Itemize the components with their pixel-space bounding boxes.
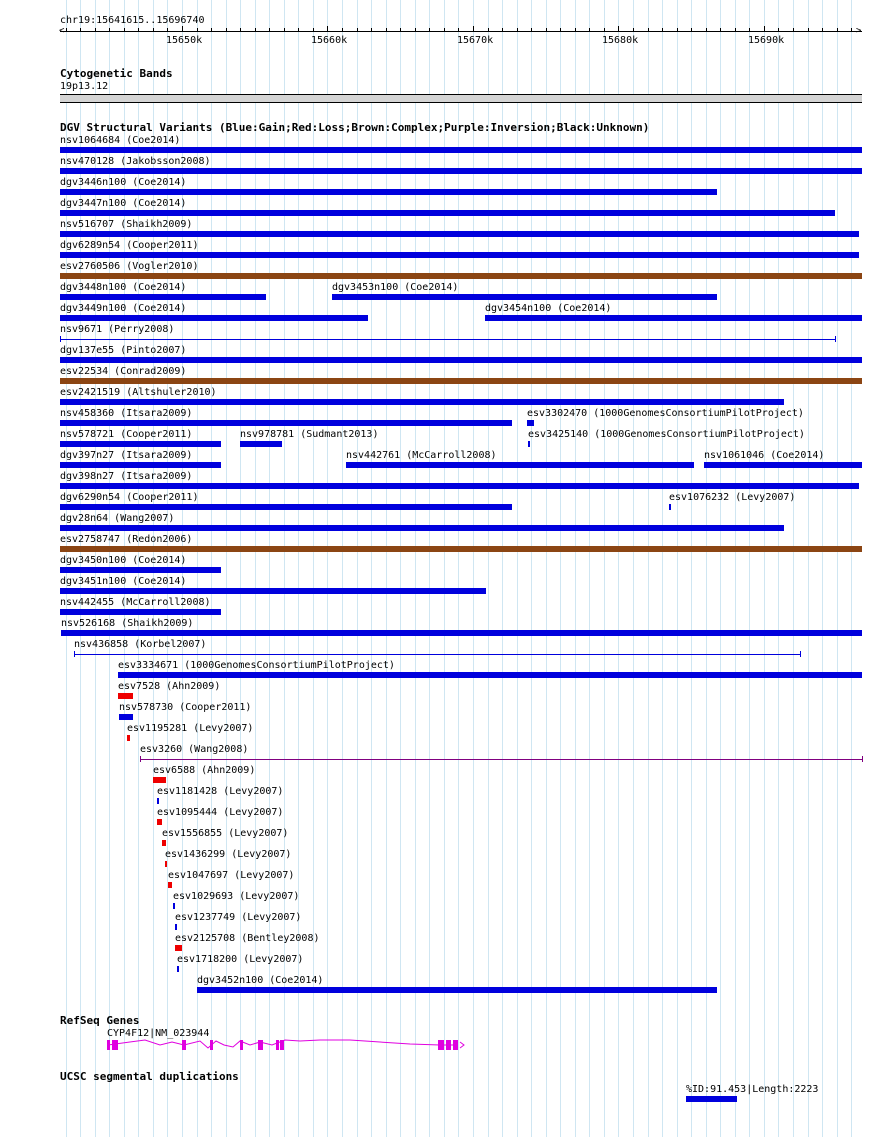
ruler-minor-tick bbox=[822, 28, 823, 31]
dgv-feature-bar[interactable] bbox=[175, 924, 177, 930]
dgv-feature-label[interactable]: esv22534 (Conrad2009) bbox=[60, 366, 187, 377]
ruler-minor-tick bbox=[677, 28, 678, 31]
dgv-feature-bar[interactable] bbox=[60, 315, 368, 321]
ruler-minor-tick bbox=[371, 28, 372, 31]
ruler-minor-tick bbox=[488, 28, 489, 31]
dgv-feature-label[interactable]: nsv1064684 (Coe2014) bbox=[60, 135, 181, 146]
ruler-major-tick bbox=[618, 26, 619, 32]
position-label: chr19:15641615..15696740 bbox=[60, 15, 205, 26]
gene-model-cyp4f12[interactable] bbox=[100, 1036, 480, 1054]
ruler-minor-tick bbox=[851, 28, 852, 31]
dgv-feature-label[interactable]: esv1076232 (Levy2007) bbox=[669, 492, 796, 503]
dgv-feature-end bbox=[800, 651, 801, 657]
gene-label[interactable]: CYP4F12|NM_023944 bbox=[107, 1028, 210, 1039]
ruler-left-arrow: < bbox=[59, 26, 65, 36]
dgv-feature-bar[interactable] bbox=[60, 420, 512, 426]
ruler-minor-tick bbox=[589, 28, 590, 31]
ruler-major-tick bbox=[473, 26, 474, 32]
ruler-minor-tick bbox=[604, 28, 605, 31]
dgv-feature-label[interactable]: dgv3449n100 (Coe2014) bbox=[60, 303, 187, 314]
ruler-major-tick bbox=[182, 26, 183, 32]
ruler-minor-tick bbox=[415, 28, 416, 31]
ruler-minor-tick bbox=[458, 28, 459, 31]
ruler-minor-tick bbox=[66, 28, 67, 31]
ruler-minor-tick bbox=[691, 28, 692, 31]
dgv-feature-label[interactable]: esv2125708 (Bentley2008) bbox=[175, 933, 320, 944]
ruler-minor-tick bbox=[386, 28, 387, 31]
dgv-track-title: DGV Structural Variants (Blue:Gain;Red:Loss;Brown:Complex;Purple:Inversion;Black:Unknown) bbox=[60, 121, 650, 134]
ruler-minor-tick bbox=[648, 28, 649, 31]
dgv-feature-end bbox=[140, 756, 141, 762]
dgv-feature-label[interactable]: dgv6290n54 (Cooper2011) bbox=[60, 492, 199, 503]
dgv-feature-bar[interactable] bbox=[60, 273, 862, 279]
ruler-minor-tick bbox=[357, 28, 358, 31]
dgv-feature-bar[interactable] bbox=[332, 294, 717, 300]
ruler-minor-tick bbox=[138, 28, 139, 31]
dgv-feature-end bbox=[74, 651, 75, 657]
ruler-tick-label: 15650k bbox=[166, 35, 203, 46]
dgv-feature-label[interactable]: esv1436299 (Levy2007) bbox=[165, 849, 292, 860]
dgv-feature-line[interactable] bbox=[140, 759, 862, 760]
ruler-minor-tick bbox=[95, 28, 96, 31]
dgv-feature-label[interactable]: dgv3453n100 (Coe2014) bbox=[332, 282, 459, 293]
dgv-feature-label[interactable]: nsv516707 (Shaikh2009) bbox=[60, 219, 193, 230]
dgv-feature-bar[interactable] bbox=[175, 945, 182, 951]
ruler-minor-tick bbox=[444, 28, 445, 31]
dgv-feature-bar[interactable] bbox=[60, 609, 221, 615]
dgv-feature-label[interactable]: dgv398n27 (Itsara2009) bbox=[60, 471, 193, 482]
ruler-minor-tick bbox=[531, 28, 532, 31]
dgv-feature-label[interactable]: dgv3454n100 (Coe2014) bbox=[485, 303, 612, 314]
dgv-feature-label[interactable]: dgv3447n100 (Coe2014) bbox=[60, 198, 187, 209]
ruler-minor-tick bbox=[560, 28, 561, 31]
ruler-major-tick bbox=[327, 26, 328, 32]
ruler-minor-tick bbox=[502, 28, 503, 31]
ruler-minor-tick bbox=[211, 28, 212, 31]
dgv-feature-bar[interactable] bbox=[60, 525, 784, 531]
ruler-minor-tick bbox=[298, 28, 299, 31]
segdup-label[interactable]: %ID:91.453|Length:2223 bbox=[686, 1084, 819, 1095]
dgv-feature-label[interactable]: dgv3446n100 (Coe2014) bbox=[60, 177, 187, 188]
ruler-minor-tick bbox=[793, 28, 794, 31]
ruler-major-tick bbox=[764, 26, 765, 32]
cytoband-label: 19p13.12 bbox=[60, 81, 109, 92]
ruler-minor-tick bbox=[706, 28, 707, 31]
dgv-feature-label[interactable]: dgv3450n100 (Coe2014) bbox=[60, 555, 187, 566]
ruler-tick-label: 15670k bbox=[457, 35, 494, 46]
dgv-feature-label[interactable]: esv6588 (Ahn2009) bbox=[153, 765, 256, 776]
ruler-axis bbox=[60, 31, 862, 32]
dgv-feature-label[interactable]: nsv442455 (McCarroll2008) bbox=[60, 597, 211, 608]
dgv-feature-label[interactable]: esv1718200 (Levy2007) bbox=[177, 954, 304, 965]
ruler-minor-tick bbox=[124, 28, 125, 31]
dgv-feature-label[interactable]: nsv578721 (Cooper2011) bbox=[60, 429, 193, 440]
ruler-minor-tick bbox=[240, 28, 241, 31]
ruler-minor-tick bbox=[284, 28, 285, 31]
ruler-tick-label: 15680k bbox=[602, 35, 639, 46]
ruler-minor-tick bbox=[153, 28, 154, 31]
dgv-feature-label[interactable]: esv1047697 (Levy2007) bbox=[168, 870, 295, 881]
dgv-feature-bar[interactable] bbox=[60, 357, 862, 363]
ruler-minor-tick bbox=[80, 28, 81, 31]
dgv-feature-bar[interactable] bbox=[60, 483, 859, 489]
dgv-feature-label[interactable]: dgv3452n100 (Coe2014) bbox=[197, 975, 324, 986]
dgv-feature-label[interactable]: esv1181428 (Levy2007) bbox=[157, 786, 284, 797]
dgv-feature-bar[interactable] bbox=[162, 840, 166, 846]
dgv-feature-bar[interactable] bbox=[346, 462, 694, 468]
ruler-minor-tick bbox=[167, 28, 168, 31]
ruler-minor-tick bbox=[778, 28, 779, 31]
dgv-feature-line[interactable] bbox=[60, 339, 835, 340]
dgv-feature-bar[interactable] bbox=[60, 504, 512, 510]
dgv-feature-label[interactable]: esv2758747 (Redon2006) bbox=[60, 534, 193, 545]
ruler-minor-tick bbox=[342, 28, 343, 31]
dgv-feature-bar[interactable] bbox=[157, 798, 159, 804]
dgv-feature-bar[interactable] bbox=[60, 210, 835, 216]
segdup-track-title: UCSC segmental duplications bbox=[60, 1070, 239, 1083]
dgv-feature-line[interactable] bbox=[74, 654, 800, 655]
ruler-tick-label: 15660k bbox=[311, 35, 348, 46]
chromosome-ideogram[interactable] bbox=[60, 94, 862, 103]
dgv-feature-label[interactable]: nsv470128 (Jakobsson2008) bbox=[60, 156, 211, 167]
ruler-minor-tick bbox=[269, 28, 270, 31]
ruler-minor-tick bbox=[749, 28, 750, 31]
dgv-feature-bar[interactable] bbox=[60, 378, 862, 384]
dgv-feature-label[interactable]: esv1095444 (Levy2007) bbox=[157, 807, 284, 818]
dgv-feature-bar[interactable] bbox=[60, 462, 221, 468]
ruler-minor-tick bbox=[735, 28, 736, 31]
dgv-feature-bar[interactable] bbox=[60, 147, 862, 153]
dgv-feature-bar[interactable] bbox=[165, 861, 167, 867]
ruler-minor-tick bbox=[255, 28, 256, 31]
ruler-minor-tick bbox=[226, 28, 227, 31]
dgv-feature-label[interactable]: esv1029693 (Levy2007) bbox=[173, 891, 300, 902]
dgv-feature-bar[interactable] bbox=[61, 630, 862, 636]
dgv-feature-bar[interactable] bbox=[60, 567, 221, 573]
dgv-feature-label[interactable]: esv3302470 (1000GenomesConsortiumPilotProject) bbox=[527, 408, 804, 419]
dgv-feature-bar[interactable] bbox=[127, 735, 130, 741]
dgv-feature-label[interactable]: esv1237749 (Levy2007) bbox=[175, 912, 302, 923]
ruler-minor-tick bbox=[720, 28, 721, 31]
ruler-minor-tick bbox=[313, 28, 314, 31]
dgv-feature-end bbox=[60, 336, 61, 342]
dgv-feature-label[interactable]: esv2421519 (Altshuler2010) bbox=[60, 387, 217, 398]
ruler-minor-tick bbox=[429, 28, 430, 31]
dgv-feature-bar[interactable] bbox=[60, 231, 859, 237]
dgv-feature-bar[interactable] bbox=[527, 420, 534, 426]
dgv-feature-label[interactable]: esv1195281 (Levy2007) bbox=[127, 723, 254, 734]
dgv-feature-label[interactable]: dgv137e55 (Pinto2007) bbox=[60, 345, 187, 356]
dgv-feature-label[interactable]: esv3260 (Wang2008) bbox=[140, 744, 249, 755]
dgv-feature-label[interactable]: esv3334671 (1000GenomesConsortiumPilotProject) bbox=[118, 660, 395, 671]
dgv-feature-label[interactable]: nsv436858 (Korbel2007) bbox=[74, 639, 207, 650]
ruler-minor-tick bbox=[517, 28, 518, 31]
dgv-feature-bar[interactable] bbox=[60, 588, 486, 594]
dgv-feature-bar[interactable] bbox=[60, 399, 784, 405]
dgv-feature-label[interactable]: esv7528 (Ahn2009) bbox=[118, 681, 221, 692]
dgv-feature-bar[interactable] bbox=[173, 903, 175, 909]
dgv-feature-bar[interactable] bbox=[60, 189, 717, 195]
dgv-feature-label[interactable]: nsv442761 (McCarroll2008) bbox=[346, 450, 497, 461]
ruler-minor-tick bbox=[837, 28, 838, 31]
ruler-minor-tick bbox=[197, 28, 198, 31]
dgv-feature-bar[interactable] bbox=[485, 315, 862, 321]
dgv-feature-bar[interactable] bbox=[119, 714, 133, 720]
dgv-feature-label[interactable]: dgv3451n100 (Coe2014) bbox=[60, 576, 187, 587]
dgv-feature-end bbox=[862, 756, 863, 762]
dgv-feature-label[interactable]: dgv3448n100 (Coe2014) bbox=[60, 282, 187, 293]
dgv-feature-bar[interactable] bbox=[118, 672, 862, 678]
dgv-feature-label[interactable]: nsv578730 (Cooper2011) bbox=[119, 702, 252, 713]
ruler-minor-tick bbox=[662, 28, 663, 31]
ruler-minor-tick bbox=[808, 28, 809, 31]
dgv-feature-bar[interactable] bbox=[60, 294, 266, 300]
dgv-feature-label[interactable]: nsv978781 (Sudmant2013) bbox=[240, 429, 379, 440]
dgv-feature-label[interactable]: esv2760506 (Vogler2010) bbox=[60, 261, 199, 272]
ruler-right-arrow: > bbox=[856, 26, 862, 36]
dgv-feature-end bbox=[835, 336, 836, 342]
ruler-minor-tick bbox=[575, 28, 576, 31]
dgv-feature-label[interactable]: dgv28n64 (Wang2007) bbox=[60, 513, 175, 524]
ruler-tick-label: 15690k bbox=[748, 35, 785, 46]
dgv-feature-label[interactable]: dgv6289n54 (Cooper2011) bbox=[60, 240, 199, 251]
ruler-minor-tick bbox=[546, 28, 547, 31]
dgv-feature-bar[interactable] bbox=[118, 693, 133, 699]
refseq-track-title: RefSeq Genes bbox=[60, 1014, 140, 1027]
ruler-minor-tick bbox=[400, 28, 401, 31]
dgv-feature-bar[interactable] bbox=[60, 252, 859, 258]
segdup-feature[interactable] bbox=[686, 1096, 737, 1102]
dgv-feature-bar[interactable] bbox=[240, 441, 282, 447]
dgv-feature-label[interactable]: nsv9671 (Perry2008) bbox=[60, 324, 175, 335]
dgv-feature-label[interactable]: esv1556855 (Levy2007) bbox=[162, 828, 289, 839]
dgv-feature-bar[interactable] bbox=[528, 441, 530, 447]
dgv-feature-bar[interactable] bbox=[153, 777, 166, 783]
dgv-feature-bar[interactable] bbox=[60, 546, 862, 552]
dgv-feature-label[interactable]: nsv1061046 (Coe2014) bbox=[704, 450, 825, 461]
dgv-feature-bar[interactable] bbox=[157, 819, 162, 825]
cytoband-track-title: Cytogenetic Bands bbox=[60, 67, 173, 80]
ruler-minor-tick bbox=[633, 28, 634, 31]
dgv-feature-label[interactable]: nsv526168 (Shaikh2009) bbox=[61, 618, 194, 629]
dgv-feature-bar[interactable] bbox=[177, 966, 179, 972]
dgv-feature-bar[interactable] bbox=[60, 441, 221, 447]
ruler-minor-tick bbox=[109, 28, 110, 31]
dgv-feature-label[interactable]: nsv458360 (Itsara2009) bbox=[60, 408, 193, 419]
dgv-feature-bar[interactable] bbox=[704, 462, 862, 468]
dgv-feature-label[interactable]: esv3425140 (1000GenomesConsortiumPilotProject) bbox=[528, 429, 805, 440]
dgv-feature-bar[interactable] bbox=[197, 987, 717, 993]
dgv-feature-label[interactable]: dgv397n27 (Itsara2009) bbox=[60, 450, 193, 461]
dgv-feature-bar[interactable] bbox=[669, 504, 671, 510]
dgv-feature-bar[interactable] bbox=[60, 168, 862, 174]
dgv-feature-bar[interactable] bbox=[168, 882, 172, 888]
